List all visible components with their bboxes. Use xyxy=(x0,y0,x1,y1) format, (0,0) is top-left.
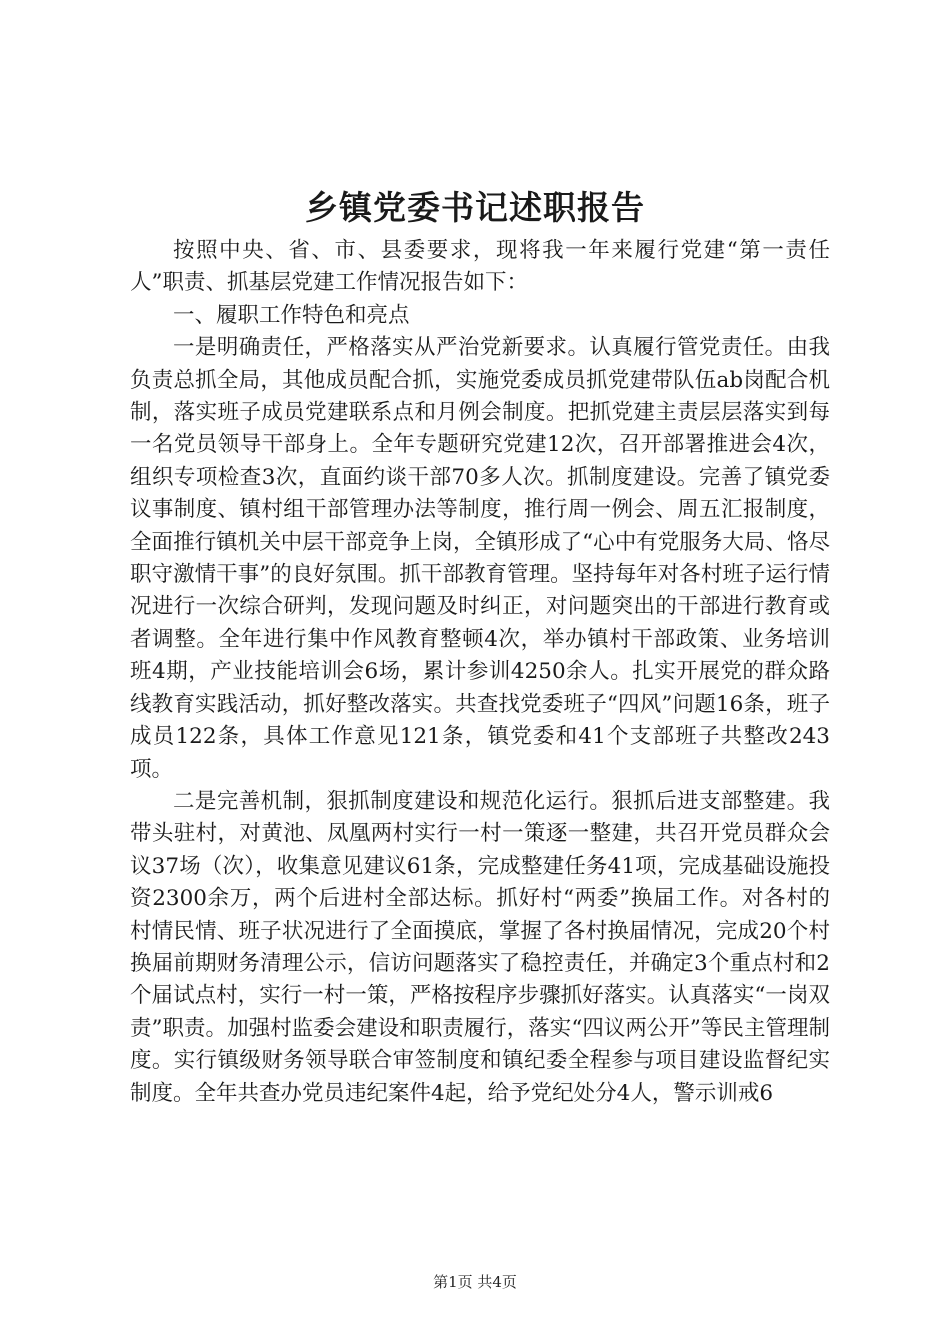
paragraph-first-point: 一是明确责任，严格落实从严治党新要求。认真履行管党责任。由我负责总抓全局，其他成员配合抓，实施党委成员抓党建带队伍ab岗配合机制，落实班子成员党建联系点和月例会制度。把抓党建主责层层落实到每一名党员领导干部身上。全年专题研究党建12次，召开部署推进会4次，组织专项检查3次，直面约谈干部70多人次。抓制度建设。完善了镇党委议事制度、镇村组干部管理办法等制度，推行周一例会、周五汇报制度，全面推行镇机关中层干部竞争上岗，全镇形成了“心中有党服务大局、恪尽职守激情干事”的良好氛围。抓干部教育管理。坚持每年对各村班子运行情况进行一次综合研判，发现问题及时纠正，对问题突出的干部进行教育或者调整。全年进行集中作风教育整顿4次，举办镇村干部政策、业务培训班4期，产业技能培训会6场，累计参训4250余人。扎实开展党的群众路线教育实践活动，抓好整改落实。共查找党委班子“四风”问题16条，班子成员122条，具体工作意见121条，镇党委和41个支部班子共整改243项。 xyxy=(130,335,830,782)
document-body xyxy=(130,235,830,1110)
paragraph-intro: 按照中央、省、市、县委要求，现将我一年来履行党建“第一责任人”职责、抓基层党建工作情况报告如下： xyxy=(130,238,830,296)
paragraph-second-point: 二是完善机制，狠抓制度建设和规范化运行。狠抓后进支部整建。我带头驻村，对黄池、凤凰两村实行一村一策逐一整建，共召开党员群众会议37场（次），收集意见建议61条，完成整建任务41项，完成基础设施投资2300余万，两个后进村全部达标。抓好村“两委”换届工作。对各村的村情民情、班子状况进行了全面摸底，掌握了各村换届情况，完成20个村换届前期财务清理公示，信访问题落实了稳控责任，并确定3个重点村和2个届试点村，实行一村一策，严格按程序步骤抓好落实。认真落实“一岗双责”职责。加强村监委会建设和职责履行，落实“四议两公开”等民主管理制度。实行镇级财务领导联合审签制度和镇纪委全程参与项目建设监督纪实制度。全年共查办党员违纪案件4起，给予党纪处分4人，警示训戒6 xyxy=(130,788,830,1106)
page-number-footer: 第1页 共4页 xyxy=(433,1273,517,1291)
section-heading: 一、履职工作特色和亮点 xyxy=(173,302,410,328)
document-title: 乡镇党委书记述职报告 xyxy=(305,188,645,227)
